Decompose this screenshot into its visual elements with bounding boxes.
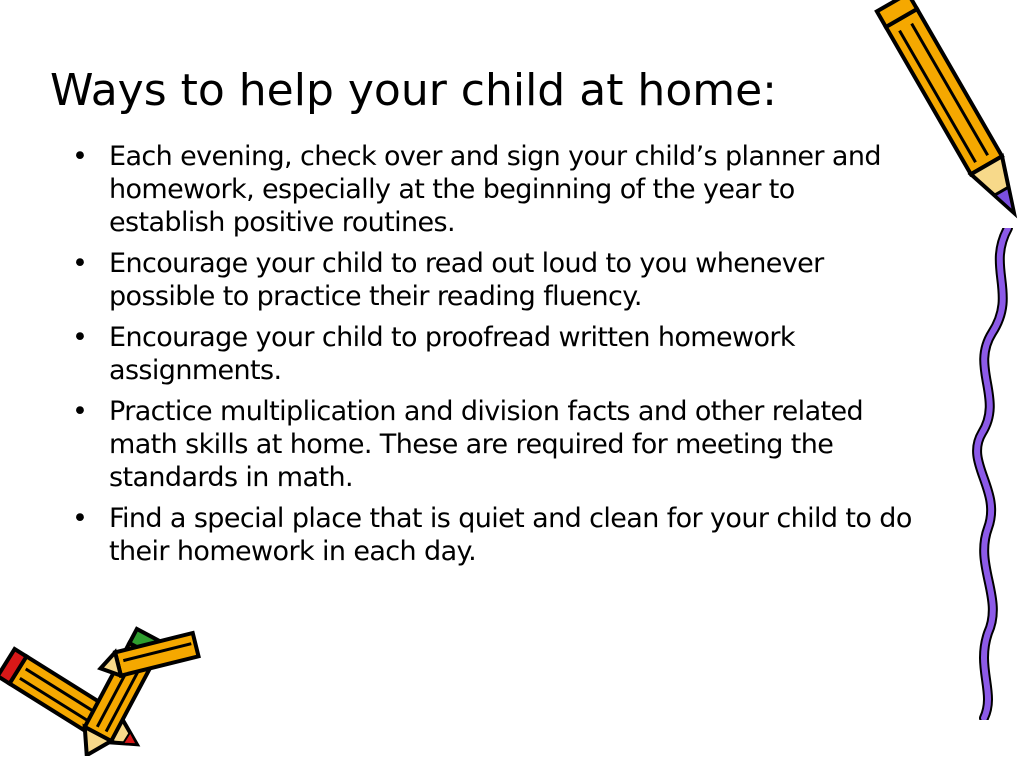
pencil-icon (58, 616, 210, 756)
bullet-item (72, 395, 912, 494)
bullet-dot: • (72, 322, 88, 353)
bullet-text: Encourage your child to proofread written homework assignments. (109, 322, 795, 386)
bullet-dot: • (72, 396, 88, 427)
pencil-icon (852, 0, 1024, 250)
bullet-list (72, 140, 912, 576)
bullet-dot: • (72, 248, 88, 279)
bullet-text: Encourage your child to read out loud to you whenever possible to practice their reading fluency. (109, 248, 824, 312)
bullet-text: Find a special place that is quiet and clean for your child to do their homework in each day. (109, 503, 912, 567)
bullet-text: Practice multiplication and division facts and other related math skills at home. These are required for meeting the standards in math. (109, 396, 864, 493)
bullet-item (72, 502, 912, 568)
bullet-dot: • (72, 141, 88, 172)
bullet-item (72, 140, 912, 239)
bullet-dot: • (72, 503, 88, 534)
squiggle-line-icon (960, 228, 1024, 720)
bullet-item (72, 321, 912, 387)
slide-title: Ways to help your child at home: (50, 65, 777, 116)
bullet-item (72, 247, 912, 313)
bullet-text: Each evening, check over and sign your child’s planner and homework, especially at the beginning of the year to establish positive routines. (109, 141, 881, 238)
